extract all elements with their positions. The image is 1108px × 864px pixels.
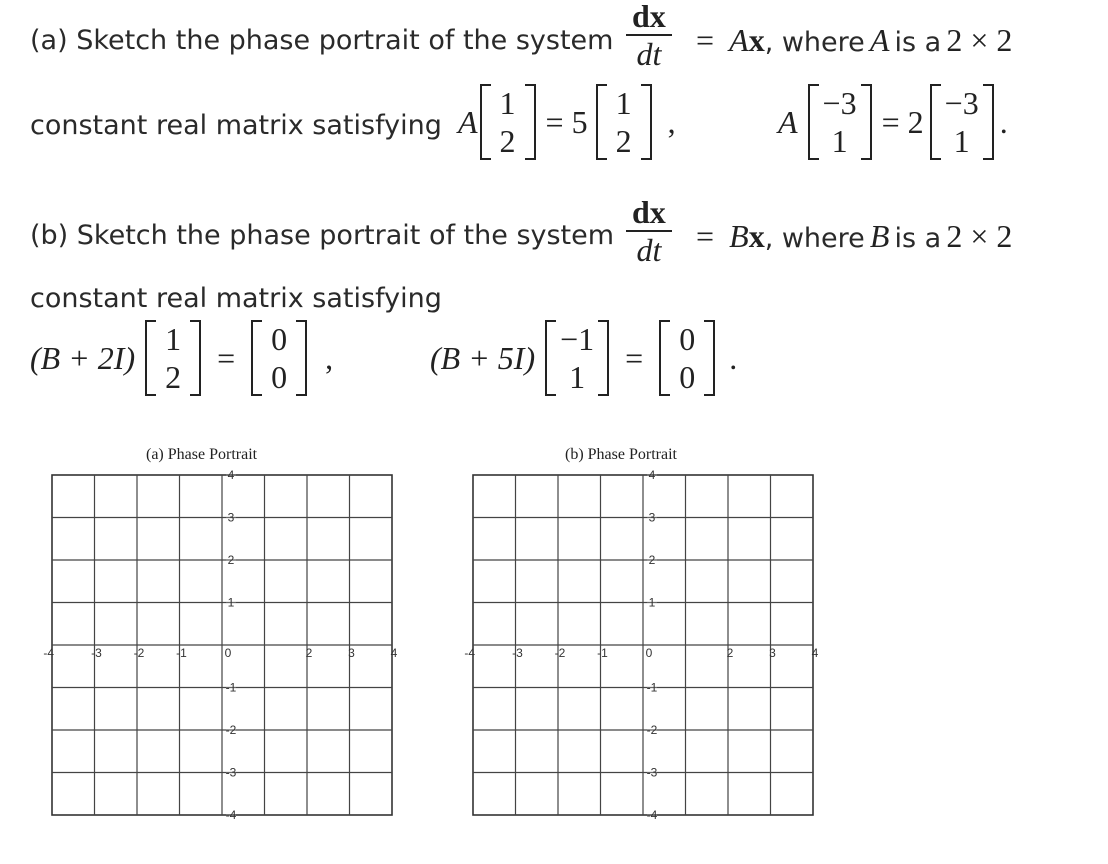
y-tick-label: 1 <box>227 595 235 610</box>
period: . <box>729 339 738 376</box>
vector-entry: 2 <box>165 359 182 395</box>
part-a-rhs-matrix: A <box>729 22 749 58</box>
x-tick-label: -2 <box>133 646 145 660</box>
x-tick-label: 2 <box>726 646 734 660</box>
y-tick-label: 4 <box>227 468 235 482</box>
vector-entry: 0 <box>271 321 288 357</box>
part-b-rhs-matrix: B <box>729 218 749 254</box>
x-tick-label: 3 <box>769 646 776 660</box>
part-b-eq1-lhs: (B + 2I) <box>30 339 136 376</box>
part-b-line2: constant real matrix satisfying <box>30 283 442 314</box>
y-tick-label: 2 <box>648 553 656 567</box>
y-tick-label: 2 <box>227 553 235 567</box>
y-tick-label: -3 <box>225 765 237 780</box>
vector-entry: 1 <box>165 321 182 357</box>
part-a-line2: constant real matrix satisfying <box>30 110 442 141</box>
part-a-size: 2 × 2 <box>946 22 1013 58</box>
vector-entry: 1 <box>499 85 516 121</box>
y-tick-label: -4 <box>646 808 658 822</box>
part-a-rhs-vector: x <box>748 22 765 58</box>
y-tick-label: -1 <box>225 680 237 695</box>
vector-entry: −1 <box>560 321 595 357</box>
part-a-eq2-matrix: A <box>778 103 798 140</box>
x-tick-label: -4 <box>464 646 475 660</box>
x-tick-label: -4 <box>43 646 54 660</box>
equals-sign: = <box>881 103 900 140</box>
vector-entry: −3 <box>822 85 857 121</box>
x-tick-label: 4 <box>390 646 398 660</box>
y-tick-label: 4 <box>648 468 656 482</box>
part-b-rhs-vector: x <box>748 218 765 254</box>
part-b-size: 2 × 2 <box>946 218 1013 254</box>
separator: , <box>325 339 334 376</box>
y-tick-label: 1 <box>648 595 656 610</box>
part-a-eigenvalue-1: 5 <box>571 103 588 140</box>
plot-b-caption: (b) Phase Portrait <box>565 446 677 463</box>
part-b-eq2-lhs: (B + 5I) <box>430 339 536 376</box>
x-tick-label: -2 <box>554 646 566 660</box>
x-tick-label: -3 <box>512 646 523 660</box>
part-a-matrix-name: A <box>869 22 890 58</box>
vector-entry: 1 <box>953 123 970 159</box>
part-a-is-a: is a <box>894 27 942 58</box>
part-b-is-a: is a <box>894 223 942 254</box>
equals-sign: = <box>217 339 236 376</box>
part-a-frac-den: dt <box>636 36 662 72</box>
y-tick-label: -4 <box>225 808 237 822</box>
y-tick-label: -1 <box>646 680 658 695</box>
x-tick-label: 3 <box>348 646 355 660</box>
vector-entry: 1 <box>615 85 632 121</box>
part-b-frac-num: dx <box>626 196 672 232</box>
part-b-eq-sign: = <box>696 218 715 254</box>
equals-sign: = <box>625 339 644 376</box>
x-tick-label: 0 <box>224 646 232 660</box>
vector-entry: 0 <box>271 359 288 395</box>
vector-entry: 1 <box>831 123 848 159</box>
y-tick-label: -2 <box>225 723 237 737</box>
period: . <box>999 103 1008 140</box>
x-tick-label: 0 <box>645 646 653 660</box>
vector-entry: 1 <box>569 359 586 395</box>
part-a-where: , where <box>764 27 865 58</box>
y-tick-label: -2 <box>646 723 658 737</box>
vector-entry: 2 <box>615 123 632 159</box>
part-b-matrix-name: B <box>869 218 890 254</box>
part-a-eigenvalue-2: 2 <box>907 103 924 140</box>
part-a-intro: (a) Sketch the phase portrait of the system <box>30 25 614 56</box>
separator: , <box>667 103 676 140</box>
x-tick-label: -1 <box>176 646 187 660</box>
vector-entry: 2 <box>499 123 516 159</box>
part-a-frac-num: dx <box>626 0 672 36</box>
part-b-where: , where <box>764 223 865 254</box>
x-tick-label: -3 <box>91 646 102 660</box>
equals-sign: = <box>545 103 564 140</box>
y-tick-label: -3 <box>646 765 658 780</box>
y-tick-label: 3 <box>227 510 235 525</box>
part-a-eq1-matrix: A <box>458 103 478 140</box>
vector-entry: 0 <box>679 321 696 357</box>
plot-a-grid <box>43 468 397 822</box>
part-a-eq-sign: = <box>696 22 715 58</box>
y-tick-label: 3 <box>648 510 656 525</box>
plot-b-grid <box>464 468 818 822</box>
vector-entry: 0 <box>679 359 696 395</box>
x-tick-label: -1 <box>597 646 608 660</box>
plot-a-caption: (a) Phase Portrait <box>146 446 258 463</box>
part-b-frac-den: dt <box>636 232 662 268</box>
x-tick-label: 4 <box>811 646 819 660</box>
vector-entry: −3 <box>944 85 979 121</box>
x-tick-label: 2 <box>305 646 313 660</box>
part-b-intro: (b) Sketch the phase portrait of the system <box>30 220 615 251</box>
